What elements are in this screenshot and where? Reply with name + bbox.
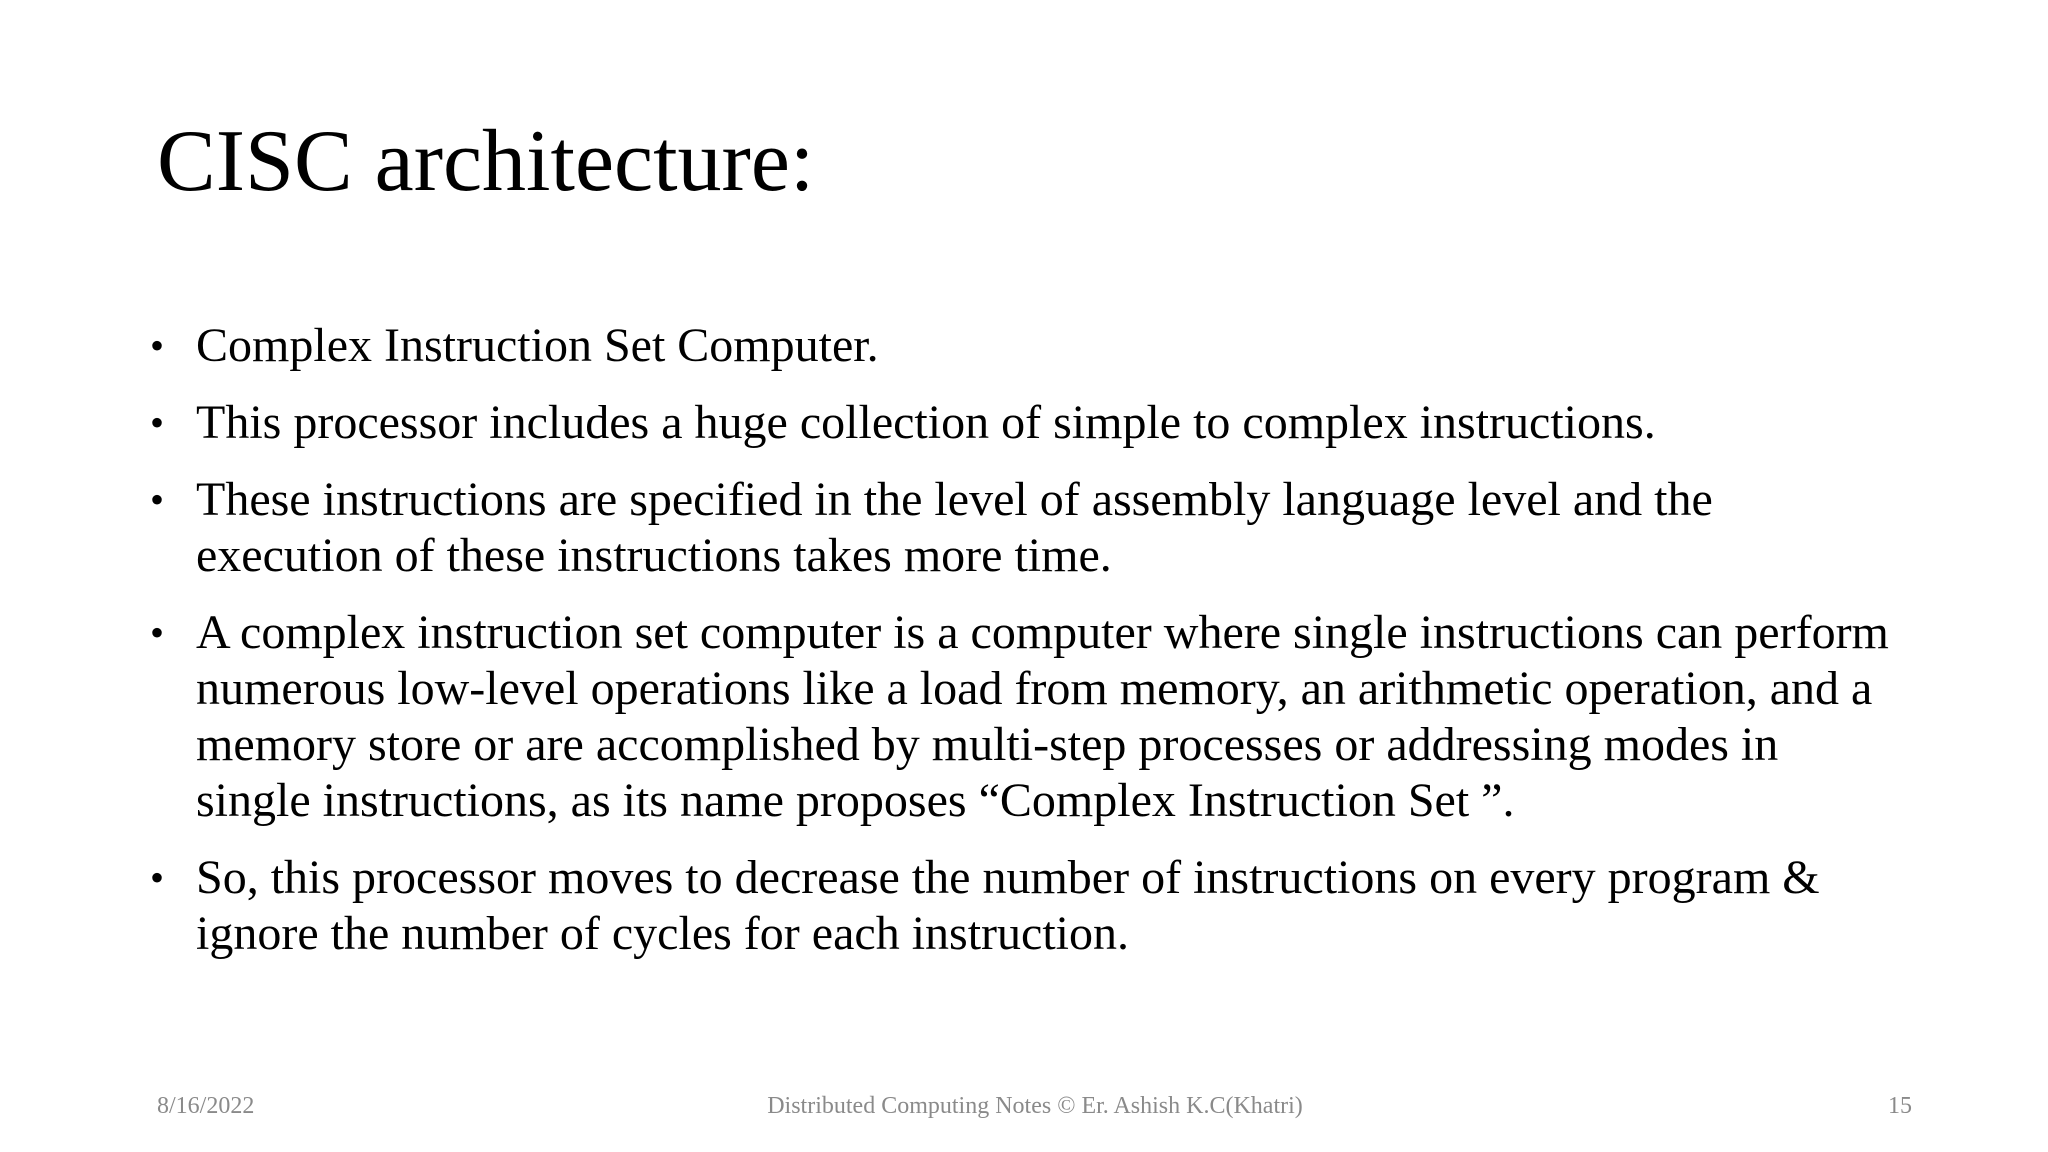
bullet-item [150, 318, 1900, 374]
bullet-marker: • [150, 400, 165, 445]
slide-number: 15 [1888, 1093, 1912, 1119]
bullet-item [150, 472, 1900, 584]
bullet-marker: • [150, 855, 165, 900]
bullet-list [150, 318, 1900, 983]
bullet-item [150, 850, 1900, 962]
bullet-marker: • [150, 323, 165, 368]
bullet-item [150, 395, 1900, 451]
bullet-text: This processor includes a huge collection of simple to complex instructions. [196, 396, 1656, 449]
footer-date: 8/16/2022 [157, 1093, 255, 1119]
bullet-text: So, this processor moves to decrease the number of instructions on every program & ignore the number of cycles for each instruction. [196, 851, 1820, 960]
bullet-text: Complex Instruction Set Computer. [196, 319, 879, 372]
bullet-marker: • [150, 610, 165, 655]
bullet-text: A complex instruction set computer is a computer where single instructions can perform numerous low-level operations like a load from memory, an arithmetic operation, and a memory store or are accomplished by multi-step processes or addressing modes in single instructions, as its name proposes “Complex Instruction Set ”. [196, 606, 1889, 827]
bullet-marker: • [150, 477, 165, 522]
footer-title: Distributed Computing Notes © Er. Ashish K.C(Khatri) [767, 1093, 1303, 1119]
bullet-item [150, 605, 1900, 829]
slide-title: CISC architecture: [157, 113, 815, 210]
bullet-text: These instructions are specified in the level of assembly language level and the execution of these instructions takes more time. [196, 473, 1713, 582]
